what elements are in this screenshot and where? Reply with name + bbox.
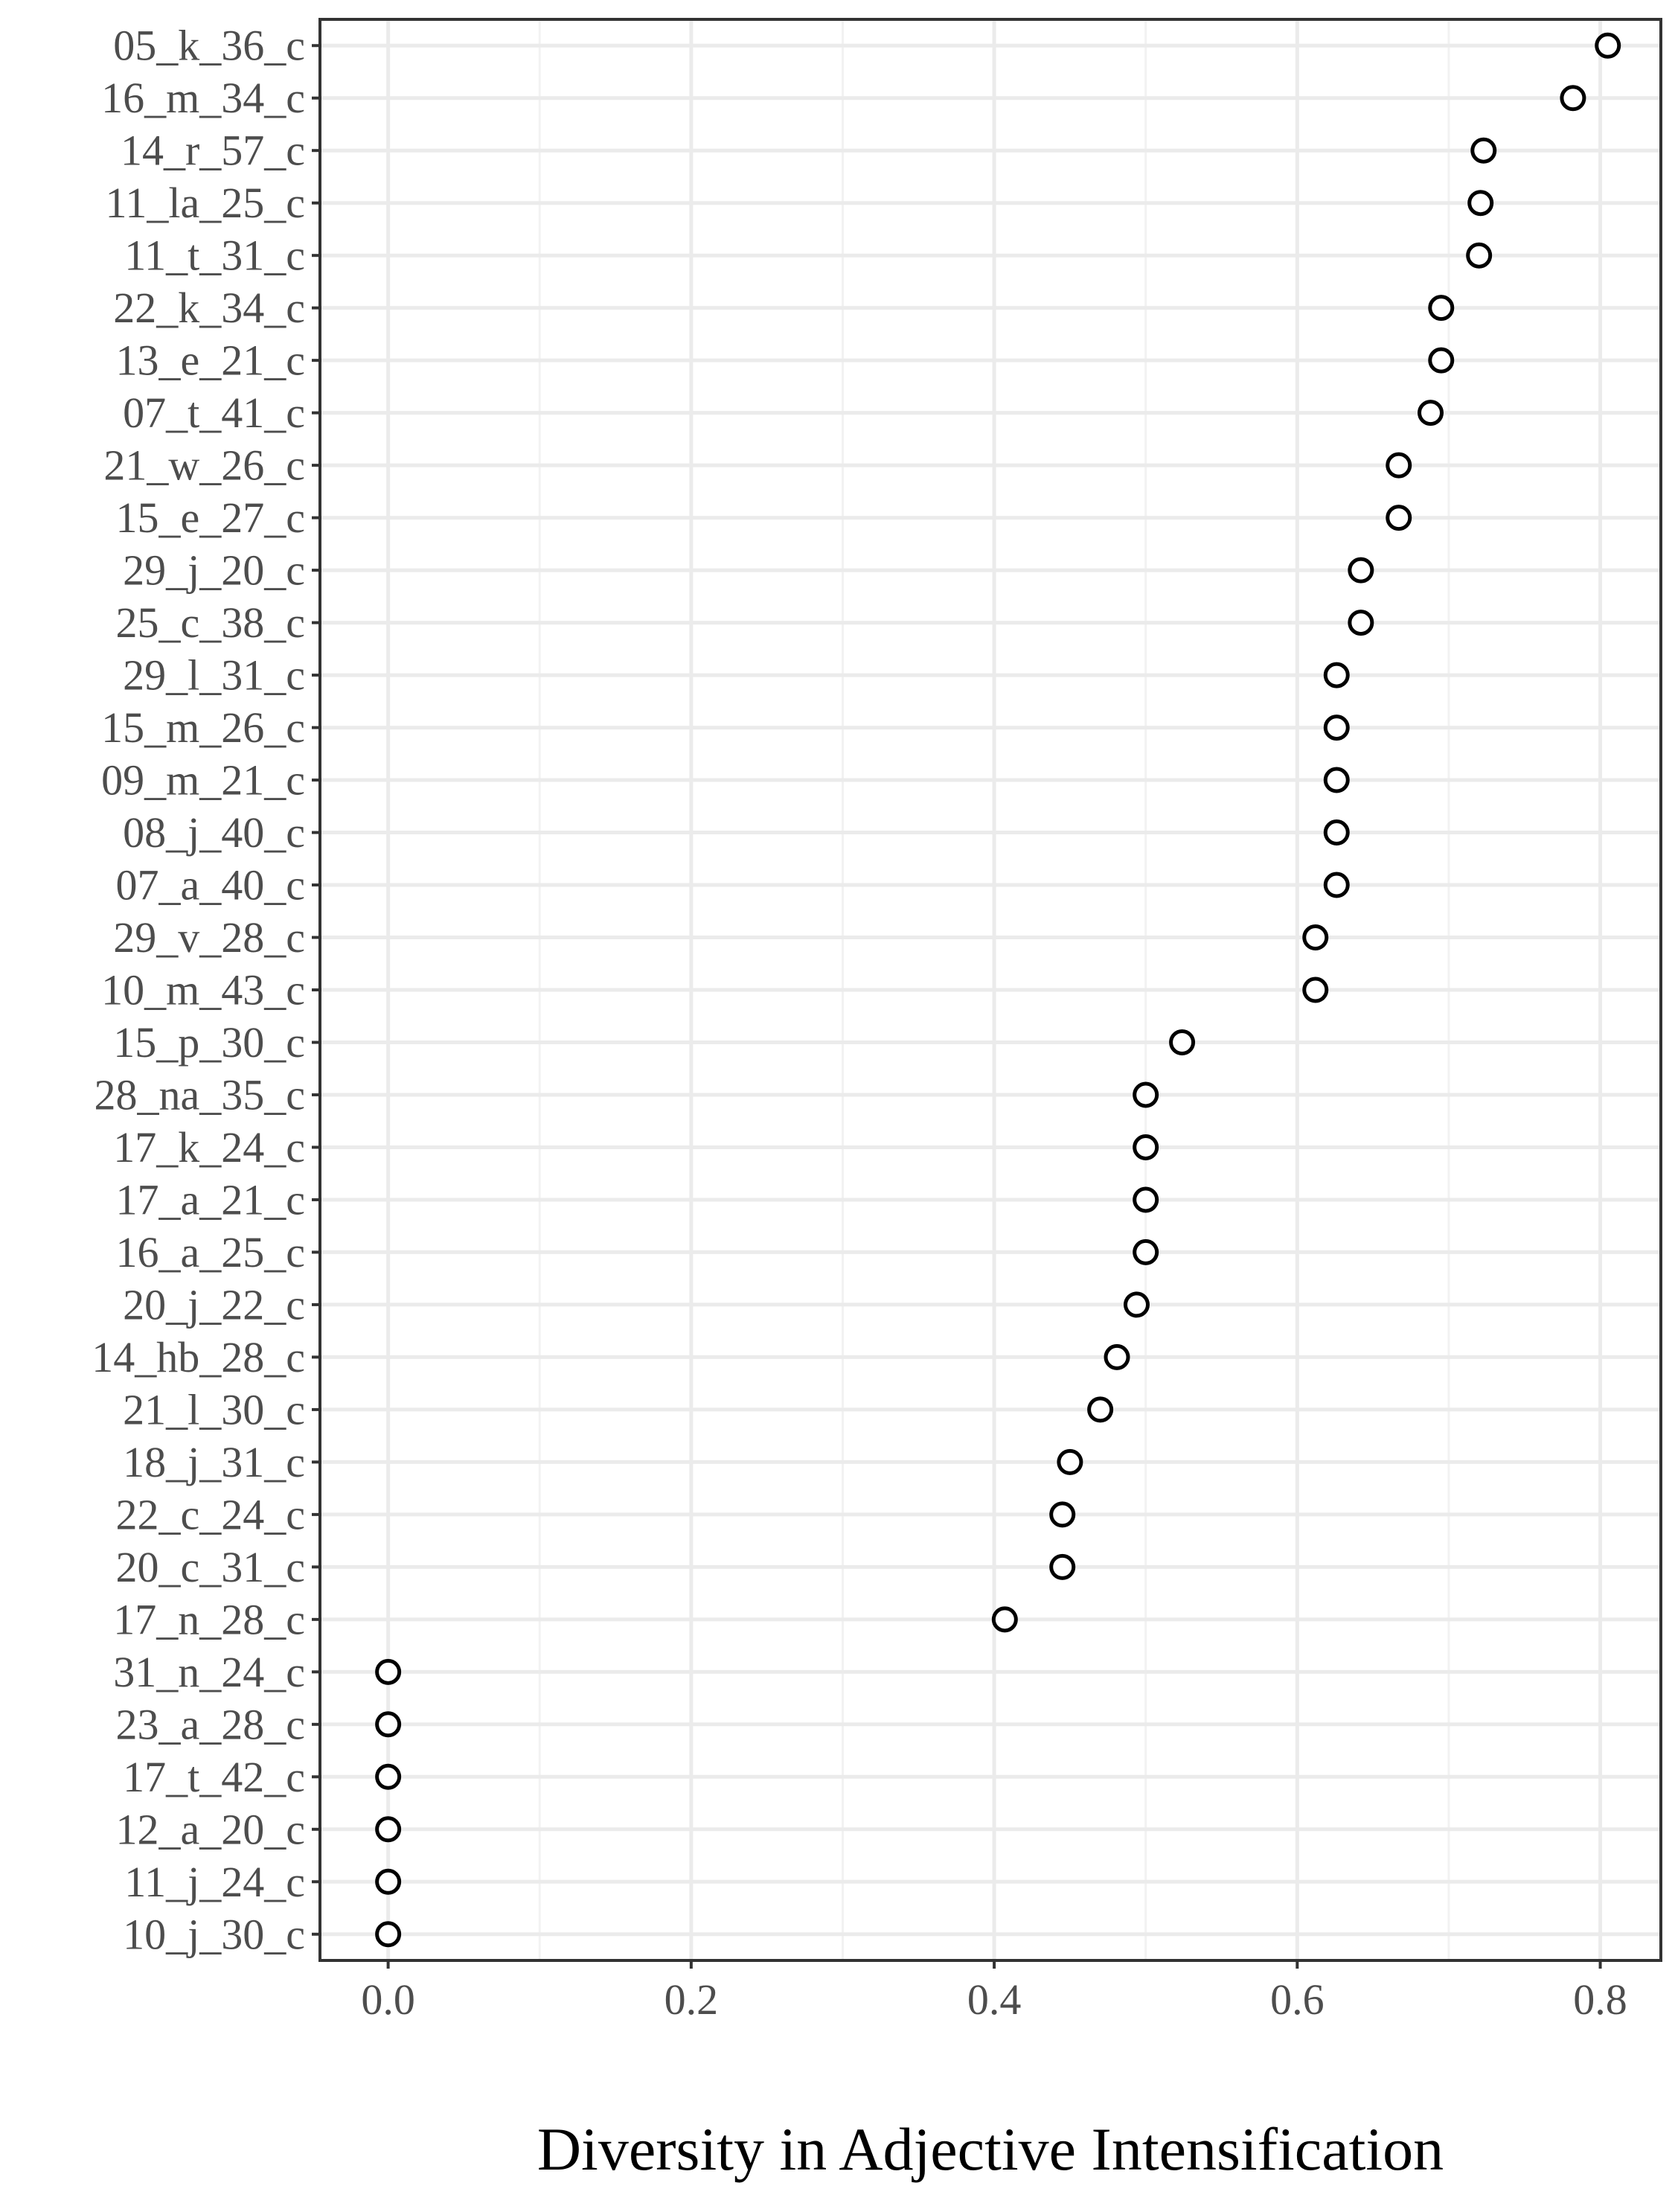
y-tick-label: 09_m_21_c [101, 755, 305, 805]
data-point [1325, 822, 1348, 844]
data-point [1350, 612, 1372, 634]
y-tick-label: 29_l_31_c [123, 651, 305, 700]
y-tick-label: 10_m_43_c [101, 965, 305, 1014]
y-tick-label: 22_k_34_c [113, 284, 305, 333]
data-point [1135, 1084, 1157, 1106]
data-point [1430, 349, 1453, 371]
y-tick-label: 11_la_25_c [105, 179, 305, 228]
y-tick-label: 28_na_35_c [94, 1070, 305, 1119]
data-point [1325, 717, 1348, 739]
y-tick-label: 18_j_31_c [123, 1437, 305, 1486]
y-tick-label: 29_v_28_c [113, 913, 305, 962]
y-tick-label: 05_k_36_c [113, 21, 305, 70]
x-tick-label: 0.6 [1270, 1975, 1325, 2024]
data-point [377, 1660, 400, 1683]
x-tick-label: 0.8 [1573, 1975, 1627, 2024]
data-point [1468, 244, 1490, 266]
data-point [1106, 1346, 1128, 1368]
y-tick-label: 15_e_27_c [115, 493, 305, 543]
data-point [1059, 1451, 1081, 1473]
data-point [1325, 664, 1348, 686]
x-tick-label: 0.4 [967, 1975, 1022, 2024]
y-tick-label: 20_c_31_c [115, 1542, 305, 1591]
data-point [1304, 927, 1327, 949]
y-tick-label: 17_k_24_c [113, 1122, 305, 1171]
data-point [1325, 769, 1348, 791]
y-tick-label: 15_m_26_c [101, 703, 305, 752]
y-tick-label: 22_c_24_c [115, 1490, 305, 1539]
data-point [1597, 34, 1619, 57]
data-point [1171, 1031, 1194, 1053]
y-tick-label: 20_j_22_c [123, 1280, 305, 1329]
y-tick-label: 07_a_40_c [115, 860, 305, 910]
y-tick-label: 21_l_30_c [123, 1385, 305, 1434]
data-point [1350, 559, 1372, 581]
data-point [1388, 507, 1410, 529]
y-tick-label: 08_j_40_c [123, 808, 305, 857]
y-tick-label: 17_t_42_c [123, 1752, 305, 1801]
data-point [1135, 1241, 1157, 1263]
y-tick-label: 13_e_21_c [115, 336, 305, 385]
y-tick-label: 23_a_28_c [115, 1700, 305, 1749]
data-point [377, 1923, 400, 1946]
data-point [377, 1818, 400, 1841]
data-point [377, 1713, 400, 1736]
data-point [377, 1765, 400, 1788]
y-tick-label: 21_w_26_c [103, 441, 305, 490]
data-point [1304, 979, 1327, 1001]
y-tick-label: 11_j_24_c [124, 1857, 305, 1906]
data-point [1135, 1136, 1157, 1158]
y-tick-label: 17_a_21_c [115, 1175, 305, 1224]
data-point [1325, 874, 1348, 896]
y-tick-label: 29_j_20_c [123, 546, 305, 595]
x-axis-title: Diversity in Adjective Intensification [537, 2115, 1444, 2183]
x-tick-label: 0.0 [361, 1975, 415, 2024]
data-point [1473, 139, 1495, 162]
y-tick-label: 17_n_28_c [113, 1595, 305, 1644]
y-tick-label: 10_j_30_c [123, 1910, 305, 1959]
y-tick-label: 14_hb_28_c [92, 1332, 305, 1381]
data-point [1430, 297, 1453, 319]
y-tick-label: 14_r_57_c [120, 126, 305, 175]
data-point [1388, 454, 1410, 476]
data-point [1135, 1189, 1157, 1211]
y-tick-label: 16_a_25_c [115, 1227, 305, 1276]
x-tick-label: 0.2 [664, 1975, 719, 2024]
data-point [377, 1870, 400, 1893]
y-tick-label: 12_a_20_c [115, 1805, 305, 1854]
y-tick-label: 25_c_38_c [115, 598, 305, 648]
data-point [1470, 192, 1492, 214]
data-point [993, 1608, 1016, 1631]
y-tick-label: 11_t_31_c [124, 231, 305, 280]
data-point [1125, 1294, 1147, 1316]
y-tick-label: 16_m_34_c [101, 74, 305, 123]
data-point [1562, 87, 1584, 109]
y-tick-label: 31_n_24_c [113, 1647, 305, 1696]
data-point [1420, 402, 1442, 424]
y-axis-tick-labels [92, 22, 305, 1959]
y-tick-label: 07_t_41_c [123, 389, 305, 438]
data-point [1051, 1503, 1074, 1526]
y-tick-label: 15_p_30_c [113, 1017, 305, 1067]
data-point [1051, 1556, 1074, 1578]
data-point [1089, 1399, 1112, 1421]
